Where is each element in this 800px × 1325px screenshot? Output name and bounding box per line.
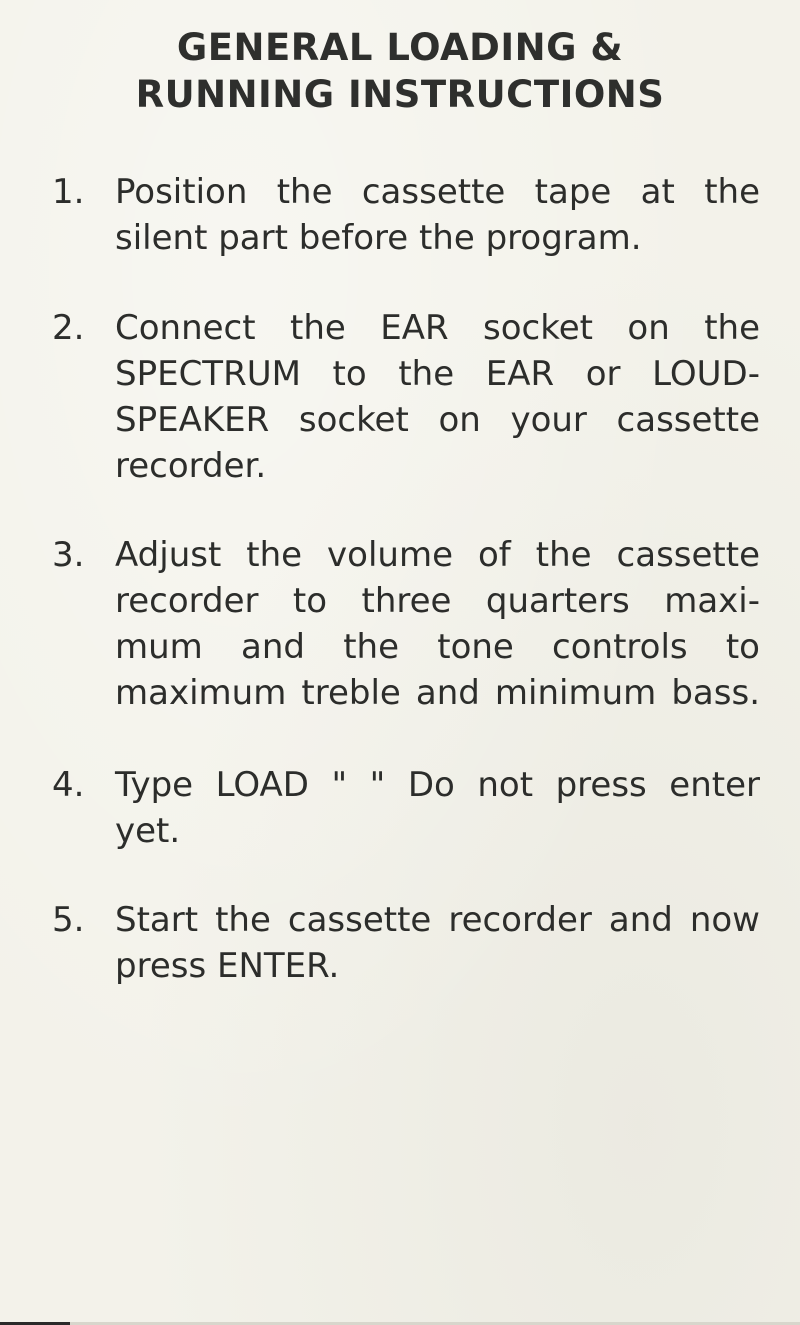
step-text-line: yet.: [115, 811, 181, 851]
title-line-2: RUNNING INSTRUCTIONS: [135, 73, 665, 116]
step-text-line: Position the cassette tape at the: [115, 172, 760, 212]
step-text-line: press ENTER.: [115, 946, 340, 986]
step-text-line: mum and the tone controls to: [115, 627, 760, 667]
step-text-line: recorder.: [115, 446, 267, 486]
step-number: 4.: [52, 765, 85, 805]
step-text-line: Adjust the volume of the cassette: [115, 535, 760, 575]
step-text: [115, 305, 760, 489]
step-text-line: maximum treble and minimum bass.: [115, 673, 760, 713]
step-text-line: Connect the EAR socket on the: [115, 308, 760, 348]
step-text: [115, 897, 760, 989]
step-text-line: silent part before the program.: [115, 218, 642, 258]
step-text: [115, 169, 760, 261]
page-title: [0, 24, 800, 118]
step-text: [115, 532, 760, 716]
title-line-1: GENERAL LOADING &: [176, 26, 624, 69]
step-text-line: recorder to three quarters maxi-: [115, 581, 760, 621]
step-number: 5.: [52, 900, 85, 940]
step-text-line: SPECTRUM to the EAR or LOUD-: [115, 354, 760, 394]
step-text-line: Type LOAD " " Do not press enter: [115, 765, 760, 805]
step-number: 2.: [52, 308, 85, 348]
step-text-line: SPEAKER socket on your cassette: [115, 400, 760, 440]
step-number: 3.: [52, 535, 85, 575]
step-number: 1.: [52, 172, 85, 212]
step-text-line: Start the cassette recorder and now: [115, 900, 760, 940]
step-text: [115, 762, 760, 854]
